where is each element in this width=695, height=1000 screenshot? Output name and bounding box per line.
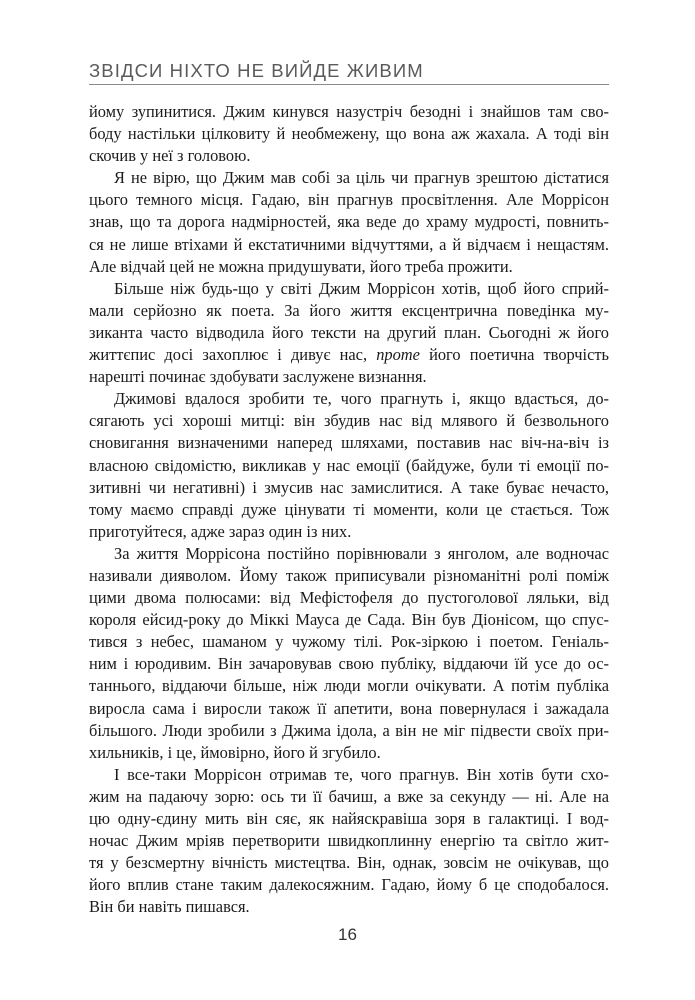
text-line [89,322,609,344]
text-line [89,167,609,189]
text-run: тя у безсмертну вічність мистецтва. Він, однак, зовсім не очікував, що [89,853,609,873]
text-line [89,189,609,211]
text-line [89,145,609,167]
text-run: зиканта часто відводила його тексти на другий план. Сьогодні ж його [89,322,609,342]
text-run: зитивні чи негативні) і змусив нас замислитися. А таке буває нечасто, [89,477,609,497]
text-line [89,256,609,278]
text-run: ночас Джим мріяв перетворити швидкоплинну енергію та світло жит- [89,831,609,851]
text-run: хильників, і це, ймовірно, його й згубило. [89,742,381,762]
text-line [89,499,609,521]
text-line [89,565,609,587]
text-line [89,896,609,918]
text-line [89,300,609,322]
text-run: тому маємо справді дуже цінувати ті моменти, коли це стається. Тож [89,499,609,519]
text-run: мали серйозно як поета. За його життя ексцентрична поведінка му- [89,300,609,320]
text-run: короля ейсид-року до Міккі Мауса де Сада. Він був Діонісом, що спус- [89,610,609,630]
text-run: Більше ніж будь-що у світі Джим Моррісон хотів, щоб його сприй- [114,278,609,298]
text-run: виросла сама і виросли також її апетити, вона повернулася і зажадала [89,698,609,718]
body-text [89,101,609,918]
text-line [89,698,609,720]
text-line [89,344,609,366]
text-line [89,764,609,786]
text-run: Я не вірю, що Джим мав собі за ціль чи прагнув зрештою дістатися [114,168,609,188]
text-line [89,874,609,896]
text-run: Але відчай цей не можна придушувати, його треба прожити. [89,256,513,276]
header-rule [89,84,609,85]
text-line [89,631,609,653]
text-run: ся не лише втіхами й екстатичними відчуттями, а й відчаєм і нещастям. [89,234,609,254]
running-header: ЗВІДСИ НІХТО НЕ ВИЙДЕ ЖИВИМ [89,60,424,81]
text-run: власною свідомістю, викликав у нас емоції (байдуже, були ті емоції по- [89,455,609,475]
text-run: сновигання визначеними наперед шляхами, поставив нас віч-на-віч із [89,433,609,453]
text-run: І все-таки Моррісон отримав те, чого прагнув. Він хотів бути схо- [114,764,609,784]
text-line [89,123,609,145]
text-line [89,455,609,477]
text-run: цього темного місця. Гадаю, він прагнув просвітлення. Але Моррісон [89,190,609,210]
text-line [89,720,609,742]
text-run: ним і юродивим. Він зачаровував свою публіку, віддаючи їй усе до ос- [89,654,609,674]
text-line [89,101,609,123]
text-line [89,234,609,256]
text-run: нарешті починає здобувати заслужене визнання. [89,367,427,387]
text-run: приготуйтеся, адже зараз один із них. [89,521,352,541]
text-run: За життя Моррісона постійно порівнювали з янголом, але водночас [114,543,609,563]
text-run: цю одну-єдину мить він сяє, як найяскравіша зоря в галактиці. І вод- [89,809,609,828]
text-line [89,609,609,631]
text-line [89,366,609,388]
text-line [89,587,609,609]
page-number: 16 [338,925,357,944]
text-run: жим на падаючу зорю: ось ти її бачиш, а вже за секунду — ні. Але на [89,786,609,806]
emphasis: проте [376,345,420,365]
text-run: Джимові вдалося зробити те, чого прагнуть і, якщо вдасться, до- [114,389,609,409]
text-line [89,211,609,233]
text-run: називали дияволом. Йому також приписували різноманітні ролі поміж [89,565,609,585]
text-line [89,388,609,410]
text-run: цими двома полюсами: від Мефістофеля до пустоголової ляльки, від [89,588,609,608]
text-run: більшого. Люди зробили з Джима ідола, а він не міг підвести своїх при- [89,720,609,740]
text-run: йому зупинитися. Джим кинувся назустріч безодні і знайшов там сво- [89,102,609,121]
text-line [89,808,609,830]
text-line [89,653,609,675]
text-line [89,278,609,300]
text-line [89,432,609,454]
text-run: Він би навіть пишався. [89,897,250,917]
text-run: боду настільки цілковиту й необмежену, що вона аж жахала. А тоді він [89,124,609,144]
text-run: знав, що та дорога надмірностей, яка веде до храму мудрості, повнить- [89,212,609,232]
text-run: його поетична творчість [419,345,610,365]
text-line [89,830,609,852]
text-line [89,521,609,543]
text-line [89,852,609,874]
text-run: його вплив стане таким далекосяжним. Гадаю, йому б це сподобалося. [89,875,609,895]
text-line [89,410,609,432]
text-line [89,742,609,764]
text-line [89,477,609,499]
text-run: таннього, віддаючи більше, ніж люди могли очікувати. А потім публіка [89,676,609,696]
text-run: життєпис досі захоплює і дивує нас, [89,345,377,365]
text-line [89,543,609,565]
text-line [89,675,609,697]
text-run: скочив у неї з головою. [89,146,251,166]
text-line [89,786,609,808]
text-run: сягають усі хороші митці: він збудив нас від млявого й безвольного [89,411,609,431]
text-run: тився з небес, шаманом у чужому тілі. Рок-зіркою і поетом. Геніаль- [89,632,609,652]
